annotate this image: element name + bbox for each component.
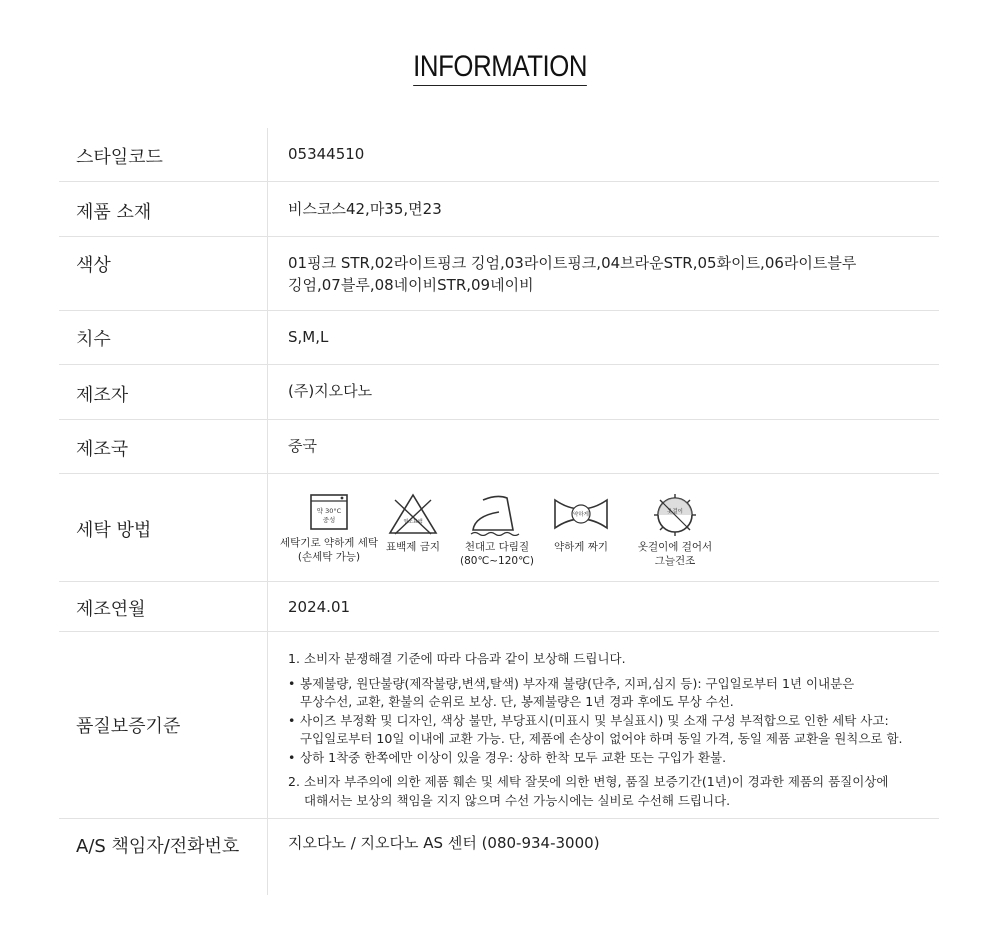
material-label: 제품 소재 — [76, 202, 152, 223]
no-bleach-caption-1: 표백제 금지 — [385, 541, 441, 553]
washing-label: 세탁 방법 — [76, 520, 152, 541]
color-value — [288, 252, 856, 296]
page-title: INFORMATION — [413, 50, 587, 86]
row-washing — [59, 474, 939, 582]
quality-item-2-line-2: 대해서는 보상의 책임을 지지 않으며 수선 가능시에는 실비로 수선해 드립니다. — [304, 792, 731, 808]
quality-item-1 — [288, 650, 948, 669]
date-value: 2024.01 — [288, 598, 351, 616]
maker-value: (주)지오다노 — [288, 382, 373, 400]
wring-caption — [531, 540, 631, 554]
quality-label: 품질보증기준 — [76, 716, 181, 737]
wring-icon-text: 약하게 — [573, 512, 589, 518]
quality-item-2-line-1: 소비자 부주의에 의한 제품 훼손 및 세탁 잘못에 의한 변형, 품질 보증기간(1년)이 경과한 제품의 품질이상에 — [304, 774, 889, 789]
row-style-code — [59, 128, 939, 182]
washing-machine-30c-icon — [309, 492, 349, 532]
hang-dry-caption-1: 옷걸이에 걸어서 — [637, 541, 713, 553]
maker-label: 제조자 — [76, 385, 129, 406]
quality-bullet-2 — [288, 712, 948, 749]
quality-item-2-number: 2. — [288, 774, 300, 789]
quality-text — [288, 650, 948, 810]
quality-bullet-3 — [288, 749, 948, 768]
machine-wash-temp-text: 약 30°C — [316, 507, 342, 515]
quality-bullet-2-line-1: 사이즈 부정확 및 디자인, 색상 불만, 부당표시(미표시 및 부실표시) 및 소재 구성 부적합으로 인한 세탁 사고: — [300, 712, 889, 728]
bullet-dot: • — [288, 712, 296, 728]
page-title-wrap — [0, 50, 1000, 86]
as-value: 지오다노 / 지오다노 AS 센터 (080-934-3000) — [288, 834, 600, 852]
wring-caption-1: 약하게 짜기 — [553, 541, 609, 553]
iron-icon — [469, 492, 525, 536]
machine-wash-caption-2: (손세탁 가능) — [297, 551, 361, 563]
row-country — [59, 420, 939, 474]
row-size — [59, 311, 939, 365]
style-code-label: 스타일코드 — [76, 147, 163, 168]
country-value: 중국 — [288, 437, 317, 455]
row-maker — [59, 365, 939, 420]
iron-caption-2: (80℃~120℃) — [460, 555, 534, 567]
care-item-hang-dry — [625, 492, 725, 568]
as-label: A/S 책임자/전화번호 — [76, 836, 240, 857]
hang-dry-icon-text: 옷걸이 — [667, 509, 683, 515]
row-date — [59, 582, 939, 632]
date-label: 제조연월 — [76, 599, 146, 620]
quality-item-1-text: 소비자 분쟁해결 기준에 따라 다음과 같이 보상해 드립니다. — [304, 651, 626, 666]
style-code-value: 05344510 — [288, 145, 365, 163]
no-bleach-icon-text: 염소표백 — [403, 519, 423, 525]
size-value: S,M,L — [288, 328, 329, 346]
hang-dry-shade-icon — [652, 492, 698, 536]
info-table — [59, 128, 939, 899]
color-value-line-1: 01핑크 STR,02라이트핑크 깅엄,03라이트핑크,04브라운STR,05화이트,06라이트블루 — [288, 254, 857, 272]
quality-bullet-3-line-1: 상하 1착중 한쪽에만 이상이 있을 경우: 상하 한착 모두 교환 또는 구입가 환불. — [300, 749, 727, 765]
no-bleach-icon — [387, 492, 439, 536]
country-label: 제조국 — [76, 439, 129, 460]
material-value: 비스코스42,마35,면23 — [288, 200, 442, 218]
row-as — [59, 819, 939, 899]
bullet-dot: • — [288, 675, 296, 691]
row-color — [59, 237, 939, 311]
color-value-line-2: 깅엄,07블루,08네이비STR,09네이비 — [288, 276, 534, 294]
quality-item-2 — [288, 773, 948, 810]
machine-wash-caption-1: 세탁기로 약하게 세탁 — [280, 537, 378, 549]
care-item-wring — [531, 492, 631, 554]
quality-bullet-1-line-2: 무상수선, 교환, 환불의 순위로 보상. 단, 봉제불량은 1년 경과 후에도 무상 수선. — [300, 694, 734, 709]
quality-bullet-1 — [288, 675, 948, 712]
quality-bullet-1-line-1: 봉제불량, 원단불량(제작불량,변색,탈색) 부자재 불량(단추, 지퍼,심지 등): 구입일로부터 1년 이내분은 — [300, 675, 855, 691]
quality-bullet-2-line-2: 구입일로부터 10일 이내에 교환 가능. 단, 제품에 손상이 없어야 하며 동일 가격, 동일 제품 교환을 원칙으로 함. — [300, 731, 903, 746]
iron-caption-1: 천대고 다림질 — [464, 541, 530, 553]
size-label: 치수 — [76, 329, 111, 350]
bullet-dot: • — [288, 749, 296, 765]
quality-item-1-number: 1. — [288, 651, 300, 666]
machine-wash-detergent-text: 중성 — [322, 516, 336, 524]
color-label: 색상 — [76, 255, 111, 276]
hang-dry-caption — [625, 540, 725, 568]
hang-dry-caption-2: 그늘건조 — [654, 555, 696, 567]
wring-gently-icon — [551, 492, 611, 536]
row-material — [59, 182, 939, 237]
row-quality — [59, 632, 939, 819]
